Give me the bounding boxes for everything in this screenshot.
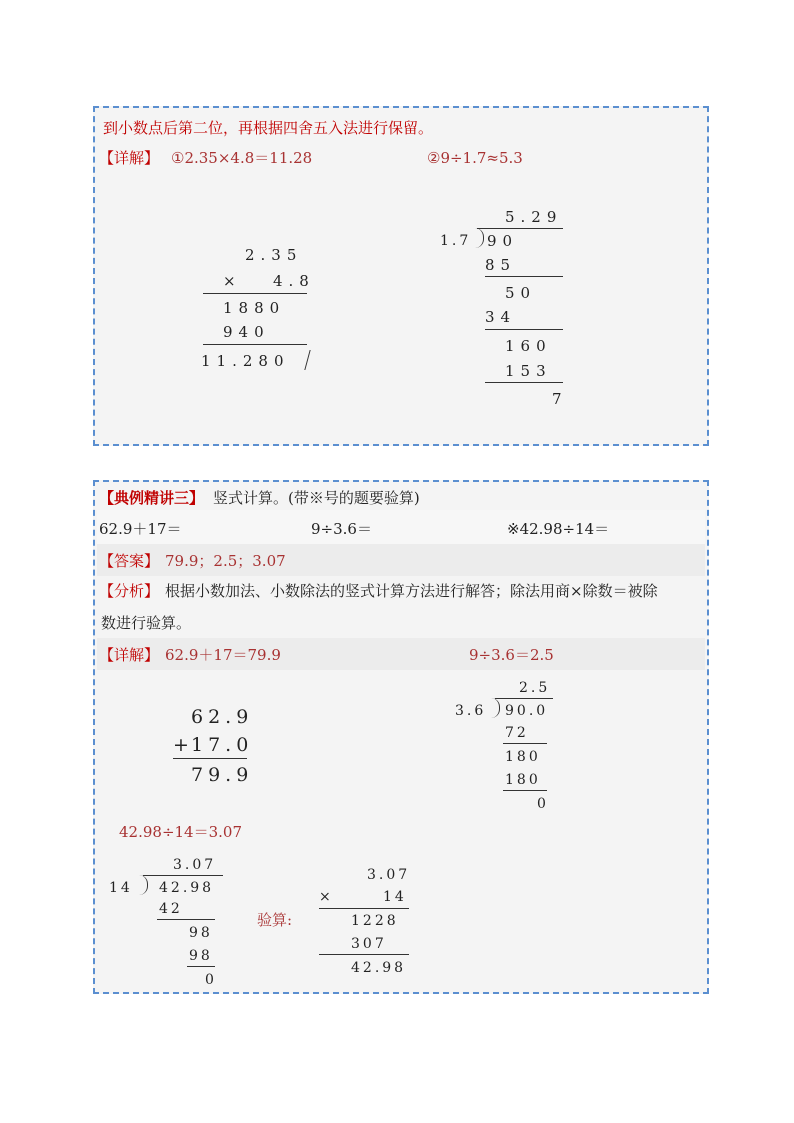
check-row1: 3.07 [367,867,411,883]
detail-q2: ②9÷1.7≈5.3 [427,149,523,167]
example-title-text: 竖式计算。(带※号的题要验算) [213,489,420,507]
div2-step-1: 42 [159,901,183,917]
add-line [173,758,247,759]
mult-sign: × [223,272,242,290]
answer-tag: 【答案】 [99,552,160,570]
div-line-3 [485,382,563,383]
mult-line-1 [203,293,307,294]
add-row3: 79.9 [191,764,254,786]
check-line-2 [319,954,409,955]
detail-q3-2: 42.98÷14＝3.07 [119,823,242,841]
detail-tag-2: 【详解】 [99,646,160,664]
check-row4: 307 [351,936,387,952]
mult-row2: 4.8 [273,272,315,290]
div-dividend: 90 [487,232,519,250]
solution-box-1 [93,106,709,446]
div-divisor: 1.7 [440,233,472,249]
question-3: ※42.98÷14＝ [507,520,610,538]
mult-row1: 2.35 [245,246,303,264]
mult-line-2 [203,344,307,345]
div-top-line [477,228,563,229]
add-row1: 62.9 [191,706,254,728]
div1-step-3: 180 [505,772,541,788]
div2-divisor: 14 [109,880,133,896]
div2-line-2 [187,966,215,967]
div1-step-2: 180 [505,749,541,765]
add-row2: 17.0 [191,734,254,756]
div-line-1 [485,276,563,277]
analysis-line-2: 数进行验算。 [101,614,192,632]
div2-line-1 [157,919,215,920]
analysis-line-1: 根据小数加法、小数除法的竖式计算方法进行解答；除法用商×除数＝被除 [165,582,658,600]
example-box-3 [93,480,709,994]
div1-bracket [491,698,500,718]
check-row2: 14 [383,889,407,905]
div2-quotient: 3.07 [173,857,217,873]
add-sign: + [173,734,194,756]
div2-step-2: 98 [189,925,213,941]
strike-mark [294,350,310,370]
div1-divisor: 3.6 [455,703,487,719]
mult-row4: 940 [223,323,270,341]
example-title-tag: 【典例精讲三】 [99,489,205,507]
check-row5: 42.98 [351,960,407,976]
question-2: 9÷3.6＝ [311,520,372,538]
div1-dividend: 90.0 [505,703,549,719]
detail-tag: 【详解】 [99,149,160,167]
div-step-3: 34 [485,308,517,326]
div2-dividend: 42.98 [159,880,215,896]
div1-step-4: 0 [537,796,549,812]
div-step-5: 153 [505,362,552,380]
div-line-2 [485,329,563,330]
div-step-1: 85 [485,256,517,274]
div-step-6: 7 [552,390,568,408]
div1-line-1 [503,743,547,744]
div-step-4: 160 [505,337,552,355]
div2-step-3: 98 [189,948,213,964]
div-quotient: 5.29 [505,208,563,226]
check-sign: × [319,889,334,905]
div2-bracket [139,875,148,895]
mult-row5: 11.280 [201,352,290,370]
check-label: 验算: [257,911,293,929]
question-1: 62.9＋17＝ [99,520,182,538]
div-step-2: 50 [505,284,537,302]
div1-step-1: 72 [505,725,529,741]
detail-q1-2: 62.9＋17＝79.9 [165,646,281,664]
check-line-1 [319,908,409,909]
div1-quotient: 2.5 [519,680,551,696]
question-band [97,510,705,544]
detail-q1: ①2.35×4.8＝11.28 [171,149,313,167]
detail-q2-2: 9÷3.6＝2.5 [469,646,554,664]
div1-top-line [495,698,553,699]
answer-text: 79.9；2.5；3.07 [165,552,286,570]
div-bracket [475,228,484,248]
intro-text: 到小数点后第二位，再根据四舍五入法进行保留。 [103,119,434,137]
analysis-tag: 【分析】 [99,582,160,600]
div1-line-2 [503,790,547,791]
div2-top-line [143,875,223,876]
mult-row3: 1880 [223,299,286,317]
check-row3: 1228 [351,913,399,929]
div2-step-4: 0 [205,972,217,988]
